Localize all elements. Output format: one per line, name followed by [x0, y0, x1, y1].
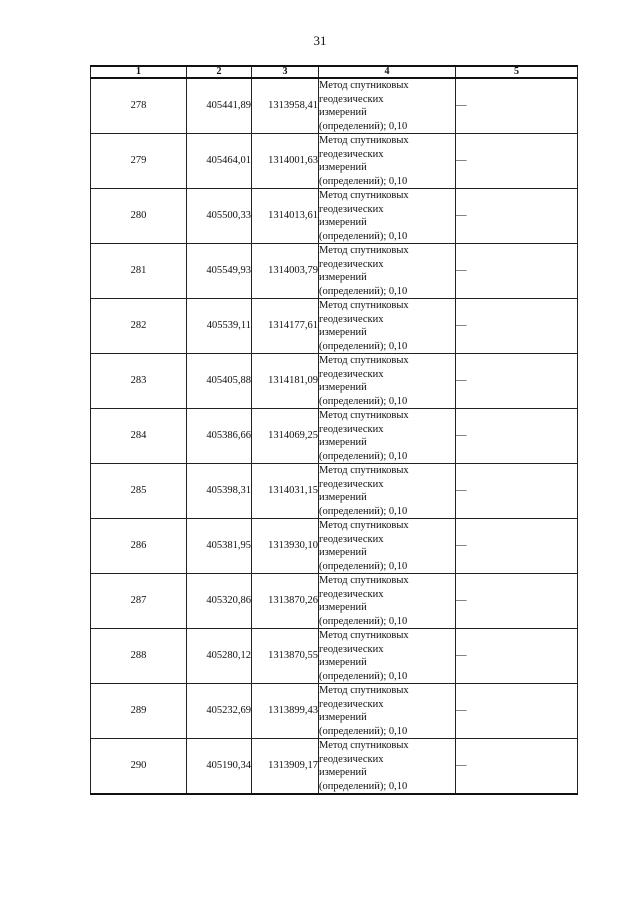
point-number-cell: 280: [91, 189, 187, 244]
y-coordinate-cell: 1313958,41: [252, 78, 319, 134]
method-cell: [319, 629, 456, 684]
y-coordinate-cell: 1314001,63: [252, 134, 319, 189]
method-text-line: (определений); 0,10: [319, 120, 408, 132]
table-row: [91, 574, 578, 629]
description-cell: —: [456, 354, 578, 409]
y-coordinate-cell: 1313909,17: [252, 739, 319, 795]
point-number-cell: 284: [91, 409, 187, 464]
method-cell: [319, 739, 456, 795]
y-coordinate-cell: 1314069,25: [252, 409, 319, 464]
method-text-line: (определений); 0,10: [319, 560, 408, 572]
header-col-5: 5: [456, 66, 578, 78]
method-text-line: геодезических: [319, 478, 384, 490]
table-row: [91, 189, 578, 244]
description-cell: —: [456, 299, 578, 354]
method-cell: [319, 409, 456, 464]
y-coordinate-cell: 1314003,79: [252, 244, 319, 299]
method-text-line: Метод спутниковых: [319, 135, 409, 146]
point-number-cell: 278: [91, 78, 187, 134]
method-text-line: Метод спутниковых: [319, 520, 409, 531]
header-col-3: 3: [252, 66, 319, 78]
method-text-line: (определений); 0,10: [319, 725, 408, 737]
x-coordinate-cell: 405280,12: [187, 629, 252, 684]
method-text-line: измерений: [319, 767, 367, 778]
method-text-line: Метод спутниковых: [319, 355, 409, 366]
method-text-line: измерений: [319, 547, 367, 558]
x-coordinate-cell: 405381,95: [187, 519, 252, 574]
method-text-line: (определений); 0,10: [319, 230, 408, 242]
method-text-line: геодезических: [319, 423, 384, 435]
y-coordinate-cell: 1313899,43: [252, 684, 319, 739]
description-cell: —: [456, 409, 578, 464]
description-cell: —: [456, 134, 578, 189]
method-text-line: измерений: [319, 657, 367, 668]
table-row: [91, 739, 578, 795]
method-text-line: геодезических: [319, 93, 384, 105]
y-coordinate-cell: 1314031,15: [252, 464, 319, 519]
point-number-cell: 282: [91, 299, 187, 354]
coordinates-table: [90, 65, 578, 795]
method-text-line: измерений: [319, 492, 367, 503]
method-text-line: Метод спутниковых: [319, 740, 409, 751]
method-text-line: (определений); 0,10: [319, 395, 408, 407]
header-col-1: 1: [91, 66, 187, 78]
method-text-line: геодезических: [319, 313, 384, 325]
method-text-line: (определений); 0,10: [319, 615, 408, 627]
method-text-line: геодезических: [319, 368, 384, 380]
x-coordinate-cell: 405386,66: [187, 409, 252, 464]
table-row: [91, 684, 578, 739]
method-text-line: (определений); 0,10: [319, 285, 408, 297]
point-number-cell: 285: [91, 464, 187, 519]
method-text-line: измерений: [319, 437, 367, 448]
method-text-line: измерений: [319, 162, 367, 173]
table-row: [91, 464, 578, 519]
x-coordinate-cell: 405405,88: [187, 354, 252, 409]
point-number-cell: 290: [91, 739, 187, 795]
point-number-cell: 286: [91, 519, 187, 574]
method-text-line: геодезических: [319, 753, 384, 765]
method-text-line: измерений: [319, 217, 367, 228]
x-coordinate-cell: 405500,33: [187, 189, 252, 244]
point-number-cell: 281: [91, 244, 187, 299]
method-cell: [319, 244, 456, 299]
table-header-row: [91, 66, 578, 78]
table-row: [91, 299, 578, 354]
point-number-cell: 289: [91, 684, 187, 739]
y-coordinate-cell: 1314013,61: [252, 189, 319, 244]
table-row: [91, 354, 578, 409]
description-cell: —: [456, 189, 578, 244]
method-text-line: Метод спутниковых: [319, 300, 409, 311]
method-text-line: геодезических: [319, 698, 384, 710]
method-cell: [319, 684, 456, 739]
x-coordinate-cell: 405190,34: [187, 739, 252, 795]
method-text-line: Метод спутниковых: [319, 190, 409, 201]
description-cell: —: [456, 519, 578, 574]
method-text-line: Метод спутниковых: [319, 575, 409, 586]
description-cell: —: [456, 574, 578, 629]
point-number-cell: 288: [91, 629, 187, 684]
description-cell: —: [456, 684, 578, 739]
description-cell: —: [456, 244, 578, 299]
y-coordinate-cell: 1313870,26: [252, 574, 319, 629]
point-number-cell: 279: [91, 134, 187, 189]
method-text-line: Метод спутниковых: [319, 410, 409, 421]
method-text-line: геодезических: [319, 643, 384, 655]
description-cell: —: [456, 464, 578, 519]
x-coordinate-cell: 405398,31: [187, 464, 252, 519]
x-coordinate-cell: 405549,93: [187, 244, 252, 299]
header-col-2: 2: [187, 66, 252, 78]
method-text-line: геодезических: [319, 258, 384, 270]
method-text-line: геодезических: [319, 203, 384, 215]
y-coordinate-cell: 1313870,55: [252, 629, 319, 684]
method-text-line: измерений: [319, 602, 367, 613]
table-row: [91, 134, 578, 189]
method-text-line: (определений); 0,10: [319, 175, 408, 187]
x-coordinate-cell: 405232,69: [187, 684, 252, 739]
table-row: [91, 244, 578, 299]
method-text-line: Метод спутниковых: [319, 80, 409, 91]
method-text-line: Метод спутниковых: [319, 245, 409, 256]
method-text-line: (определений); 0,10: [319, 670, 408, 682]
method-cell: [319, 299, 456, 354]
method-text-line: Метод спутниковых: [319, 685, 409, 696]
method-text-line: Метод спутниковых: [319, 630, 409, 641]
method-cell: [319, 464, 456, 519]
method-text-line: измерений: [319, 107, 367, 118]
table-row: [91, 629, 578, 684]
point-number-cell: 287: [91, 574, 187, 629]
method-text-line: Метод спутниковых: [319, 465, 409, 476]
method-text-line: (определений); 0,10: [319, 450, 408, 462]
method-cell: [319, 519, 456, 574]
header-col-4: 4: [319, 66, 456, 78]
x-coordinate-cell: 405464,01: [187, 134, 252, 189]
table-row: [91, 409, 578, 464]
method-cell: [319, 574, 456, 629]
table-row: [91, 519, 578, 574]
method-text-line: измерений: [319, 272, 367, 283]
description-cell: —: [456, 78, 578, 134]
method-text-line: (определений); 0,10: [319, 780, 408, 792]
page-number: 31: [313, 33, 327, 48]
method-text-line: измерений: [319, 712, 367, 723]
description-cell: —: [456, 629, 578, 684]
y-coordinate-cell: 1314177,61: [252, 299, 319, 354]
method-text-line: (определений); 0,10: [319, 505, 408, 517]
method-cell: [319, 78, 456, 134]
x-coordinate-cell: 405441,89: [187, 78, 252, 134]
x-coordinate-cell: 405539,11: [187, 299, 252, 354]
table-row: [91, 78, 578, 134]
y-coordinate-cell: 1314181,09: [252, 354, 319, 409]
method-text-line: геодезических: [319, 588, 384, 600]
method-text-line: измерений: [319, 327, 367, 338]
description-cell: —: [456, 739, 578, 795]
method-text-line: измерений: [319, 382, 367, 393]
method-text-line: геодезических: [319, 148, 384, 160]
x-coordinate-cell: 405320,86: [187, 574, 252, 629]
method-cell: [319, 189, 456, 244]
method-cell: [319, 134, 456, 189]
y-coordinate-cell: 1313930,10: [252, 519, 319, 574]
table-body: [91, 78, 578, 794]
method-text-line: (определений); 0,10: [319, 340, 408, 352]
point-number-cell: 283: [91, 354, 187, 409]
method-text-line: геодезических: [319, 533, 384, 545]
method-cell: [319, 354, 456, 409]
